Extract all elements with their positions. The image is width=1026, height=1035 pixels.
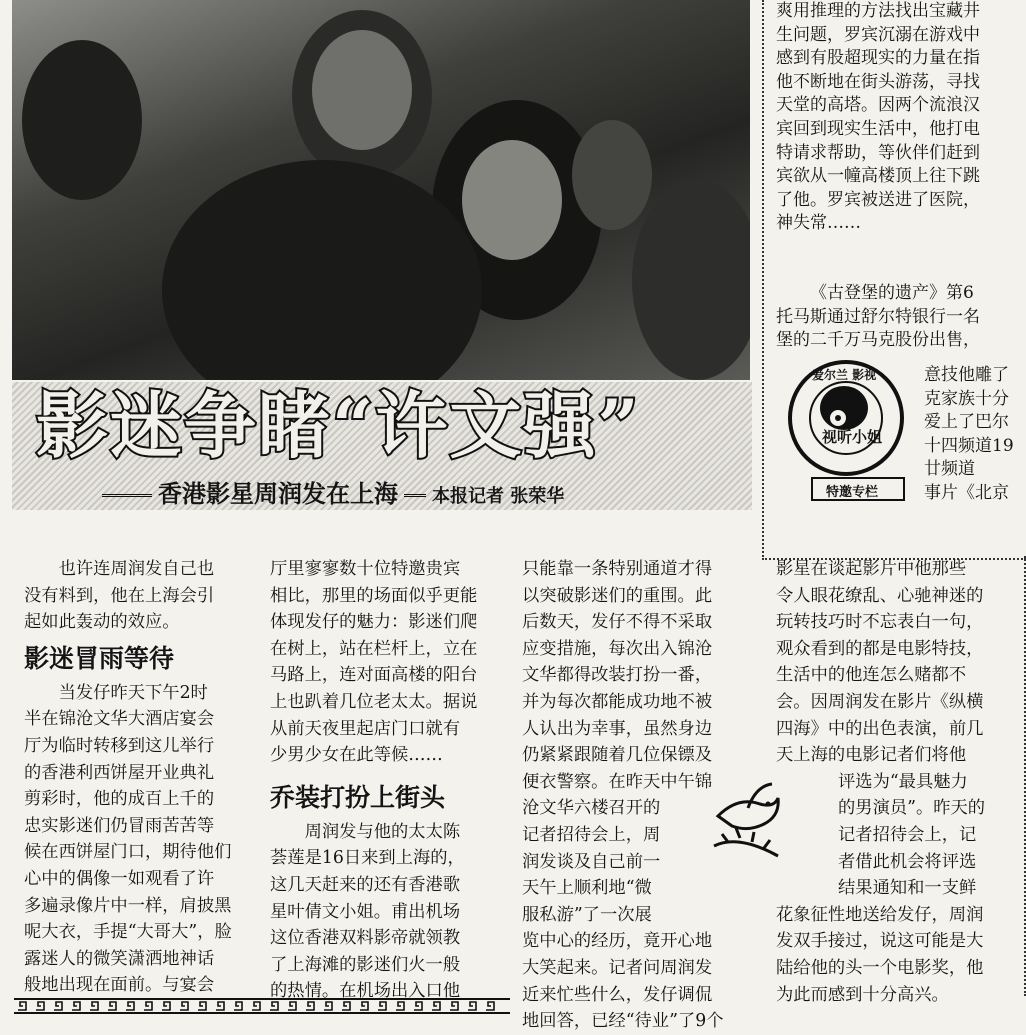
text-line: 意技他雕了 [924, 365, 1009, 385]
column-logo [782, 356, 916, 506]
text-line: 廿频道 [924, 459, 975, 480]
text-line: 呢大衣，手提“大哥大”，脸 [24, 922, 232, 943]
dotted-divider [762, 0, 764, 560]
text-line: 天午上顺利地“微 [522, 878, 652, 899]
text-line: 事片《北京 [924, 482, 1009, 503]
sidebar-column [762, 0, 1026, 560]
text-line: 文华都得改装打扮一番， [522, 665, 713, 686]
text-line: 会。因周润发在影片《纵横 [776, 691, 984, 712]
text-line: 生问题，罗宾沉溺在游戏中 [776, 24, 980, 45]
section-heading: 乔装打扮上街头 [270, 782, 446, 812]
text-line: 半在锦沧文华大酒店宴会 [24, 709, 215, 730]
text-line: 神失常…… [776, 213, 861, 234]
text-line: 只能靠一条特别通道才得 [522, 559, 713, 579]
text-line: 十四频道19 [924, 435, 1014, 456]
text-line: 忠实影迷们仍冒雨苦苦等 [24, 815, 215, 836]
text-line: 览中心的经历，竟开心地 [522, 931, 713, 952]
column-logo-caption: 特邀专栏 [826, 485, 879, 500]
text-line: 宾欲从一幢高楼顶上往下跳 [776, 166, 980, 187]
sidebar-text-wrap [924, 364, 1026, 506]
article-column-2 [270, 556, 506, 1005]
text-line: 花象征性地送给发仔，周润 [776, 904, 984, 925]
subheadline-text: 香港影星周润发在上海 [158, 479, 398, 508]
text-line: 的男演员”。昨天的 [838, 798, 986, 819]
text-line: 爽用推理的方法找出宝藏井 [776, 1, 980, 21]
text-line: 上也趴着几位老太太。据说 [270, 691, 478, 712]
text-line: 应变措施，每次出入锦沧 [522, 638, 713, 659]
text-line: 仍紧紧跟随着几位保镖及 [522, 745, 713, 766]
text-line: 天上海的电影记者们将他 [776, 745, 967, 766]
text-line: 评选为“最具魅力 [838, 771, 968, 792]
text-line: 为此而感到十分高兴。 [776, 984, 949, 1005]
text-line: 四海》中的出色表演，前几 [776, 718, 984, 739]
news-photo [12, 0, 750, 380]
text-line: 服私游”了一次展 [522, 904, 652, 925]
text-line: 他不断地在街头游荡，寻找 [776, 71, 980, 92]
text-line: 在树上，站在栏杆上，立在 [270, 638, 478, 659]
dash-rule [102, 494, 152, 497]
text-line: 令人眼花缭乱、心驰神迷的 [776, 585, 984, 606]
text-line: 的热情。在机场出入口他 [270, 981, 461, 1002]
text-line: 天堂的高塔。因两个流浪汉 [776, 95, 980, 116]
text-line: 爱上了巴尔 [924, 412, 1009, 433]
text-line: 后数天，发仔不得不采取 [522, 612, 713, 633]
text-line: 观众看到的都是电影特技， [776, 638, 984, 659]
text-line: 当发仔昨天下午2时 [58, 682, 208, 703]
text-line: 结果通知和一支鲜 [838, 878, 977, 899]
text-line: 马路上，连对面高楼的阳台 [270, 665, 478, 686]
text-line: 陆给他的头一个电影奖，他 [776, 957, 984, 978]
sidebar-text-top [776, 0, 1026, 236]
text-line: 托马斯通过舒尔特银行一名 [776, 306, 980, 327]
text-line: 《古登堡的遗产》第6 [810, 283, 974, 303]
article-column-1 [24, 556, 252, 999]
article-column-4 [776, 556, 1016, 1008]
text-line: 相比，那里的场面似乎更能 [270, 585, 478, 606]
article-headline: 影迷争睹“许文强” [36, 383, 641, 468]
text-line: 大笑起来。记者问周润发 [522, 957, 713, 978]
text-line: 从前天夜里起店门口就有 [270, 718, 461, 739]
text-line: 没有料到，他在上海会引 [24, 585, 215, 606]
text-line: 厅为临时转移到这儿举行 [24, 735, 215, 756]
column-logo-ring: 爱尔兰 影视 [812, 368, 877, 382]
text-line: 生活中的他连怎么赌都不 [776, 665, 967, 686]
text-line: 便衣警察。在昨天中午锦 [522, 771, 713, 792]
text-line: 星叶倩文小姐。甫出机场 [270, 901, 461, 922]
text-line: 少男少女在此等候…… [270, 745, 443, 766]
column-logo-text: 视听小姐 [822, 428, 883, 446]
dash-rule [404, 494, 426, 497]
text-line: 厅里寥寥数十位特邀贵宾 [270, 559, 461, 579]
text-line: 以突破影迷们的重围。此 [522, 585, 713, 606]
text-line: 周润发与他的太太陈 [304, 821, 461, 842]
byline: 本报记者 张荣华 [432, 486, 565, 507]
text-line: 荟莲是16日来到上海的， [270, 848, 465, 869]
text-line: 露迷人的微笑潇洒地神话 [24, 948, 215, 969]
text-line: 这位香港双料影帝就领教 [270, 928, 461, 949]
text-line: 心中的偶像一如观看了许 [24, 868, 215, 889]
text-line: 影星在谈起影片中他那些 [776, 559, 967, 579]
text-line: 剪彩时，他的成百上千的 [24, 789, 215, 810]
text-line: 发双手接过，说这可能是大 [776, 931, 984, 952]
text-line: 沧文华六楼召开的 [522, 798, 661, 819]
sidebar-text-mid [776, 282, 1026, 353]
text-line: 多遍录像片中一样，肩披黑 [24, 895, 232, 916]
text-line: 特请求帮助，等伙伴们赶到 [776, 142, 980, 163]
text-line: 这几天赶来的还有香港歌 [270, 874, 461, 895]
text-line: 堡的二千万马克股份出售， [776, 330, 980, 351]
section-heading: 影迷冒雨等待 [24, 643, 175, 673]
text-line: 起如此轰动的效应。 [24, 612, 180, 633]
text-line: 感到有股超现实的力量在指 [776, 48, 980, 69]
text-line: 人认出为幸事，虽然身边 [522, 718, 713, 739]
text-line: 了上海滩的影迷们火一般 [270, 954, 461, 975]
article-subheadline [96, 474, 726, 514]
text-line: 的香港利西饼屋开业典礼 [24, 762, 215, 783]
text-line: 润发谈及自己前一 [522, 851, 661, 872]
text-line: 克家族十分 [924, 388, 1009, 409]
text-line: 般地出现在面前。与宴会 [24, 975, 215, 996]
text-line: 者借此机会将评选 [838, 851, 977, 872]
text-line: 体现发仔的魅力：影迷们爬 [270, 612, 478, 633]
text-line: 地回答，已经“待业”了9个 [522, 1011, 724, 1032]
text-line: 记者招待会上，周 [522, 824, 661, 845]
text-line: 也许连周润发自己也 [58, 559, 215, 579]
text-line: 记者招待会上，记 [838, 824, 977, 845]
text-line: 近来忙些什么，发仔调侃 [522, 984, 713, 1005]
text-line: 玩转技巧时不忘表白一句， [776, 612, 984, 633]
text-line: 候在西饼屋门口，期待他们 [24, 842, 232, 863]
text-line: 并为每次都能成功地不被 [522, 691, 713, 712]
text-line: 了他。罗宾被送进了医院， [776, 189, 980, 210]
greek-key-border [14, 996, 510, 1016]
text-line: 宾回到现实生活中，他打电 [776, 118, 980, 139]
